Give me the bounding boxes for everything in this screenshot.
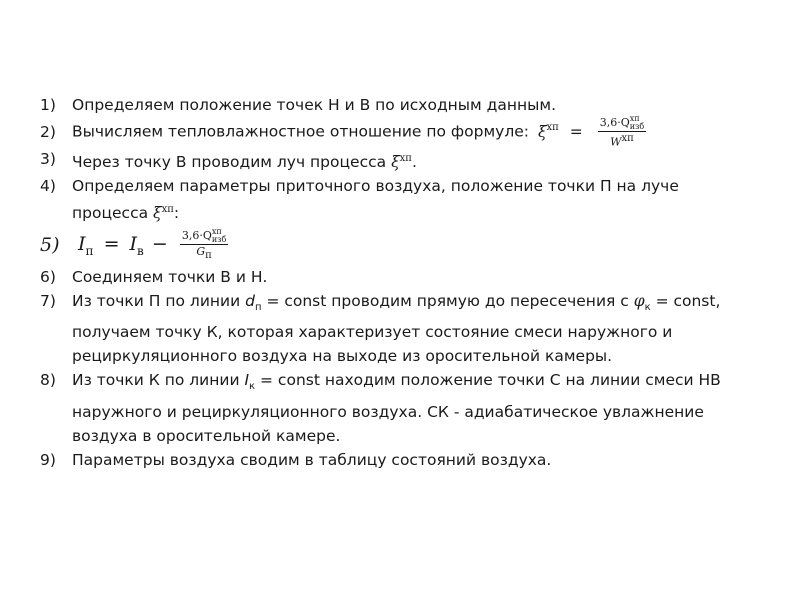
item-text: Параметры воздуха сводим в таблицу состояний воздуха.: [72, 450, 552, 469]
fraction: [180, 228, 229, 262]
subscript: к: [644, 302, 651, 314]
numerator-scripts: [630, 115, 645, 131]
denominator-sub: п: [205, 250, 212, 262]
item-line: получаем точку К, которая характеризует состояние смеси наружного и: [72, 323, 673, 342]
item-text: [72, 289, 780, 368]
phi-symbol: φ: [633, 292, 645, 311]
numerator-text: 3,6·Q: [599, 116, 630, 130]
item-number: 5): [40, 234, 60, 257]
xi-symbol: ξ: [391, 153, 400, 172]
item-text: [72, 368, 780, 447]
list-item: [40, 225, 780, 265]
item-number: 8): [40, 371, 56, 390]
list-item: [40, 265, 780, 289]
fraction-denominator: [194, 245, 213, 262]
item-text-part: Из точки П по линии: [72, 292, 246, 311]
list-item: [40, 93, 780, 117]
item-text: [72, 174, 780, 225]
numerator-sup: хп: [629, 114, 640, 124]
xi-symbol: ξ: [153, 204, 162, 223]
denominator-text: W: [610, 135, 622, 149]
item-text-part: = const,: [650, 292, 721, 311]
item-number: 2): [40, 123, 56, 141]
item-text: [72, 147, 780, 174]
list-item: [40, 368, 780, 447]
item-text-part: процесса: [72, 204, 149, 223]
subscript: в: [137, 243, 144, 258]
subscript: к: [249, 381, 256, 393]
item-text: [72, 115, 780, 149]
minus-sign: −: [151, 232, 168, 255]
superscript: хп: [546, 122, 559, 134]
item-line: воздуха в оросительной камере.: [72, 426, 341, 445]
list-item: [40, 448, 780, 472]
equals-sign: =: [569, 122, 583, 141]
item-text-part: Вычисляем тепловлажностное отношение по формуле:: [72, 122, 530, 141]
item-number: 6): [40, 268, 56, 287]
fraction-numerator: [180, 228, 229, 244]
subscript: п: [254, 302, 262, 314]
item-line: [72, 289, 780, 320]
item-line: [72, 198, 780, 225]
item-tail: .: [411, 153, 417, 172]
superscript: хп: [161, 204, 174, 216]
enthalpy-symbol: I: [129, 232, 138, 255]
list-item: [40, 289, 780, 368]
xi-symbol: ξ: [537, 122, 547, 141]
enthalpy-symbol: I: [78, 232, 86, 255]
numerator-text: 3,6·Q: [181, 228, 212, 242]
numerator-sup: хп: [211, 226, 222, 236]
item-line: наружного и рециркуляционного воздуха. СК - адиабатическое увлажнение: [72, 402, 704, 421]
item-text-part: = const проводим прямую до пересечения с: [261, 292, 634, 311]
item-number: 3): [40, 150, 56, 168]
item-number: 9): [40, 450, 56, 469]
item-line: Определяем параметры приточного воздуха, положение точки П на луче: [72, 177, 679, 196]
enthalpy-symbol: I: [244, 371, 250, 390]
humidity-symbol: d: [245, 292, 255, 311]
equals-sign: =: [103, 232, 120, 255]
item-text-part: = const находим положение точки С на линии смеси НВ: [255, 371, 721, 390]
list-item: [40, 174, 780, 225]
list-item: [40, 114, 780, 149]
numerator-sub: изб: [211, 234, 227, 244]
item-number: 1): [40, 96, 56, 114]
item-line: рециркуляционного воздуха на выходе из оросительной камеры.: [72, 347, 613, 366]
item-text-part: Через точку В проводим луч процесса: [72, 153, 387, 172]
fraction-numerator: [598, 115, 647, 131]
item-line: [72, 368, 780, 399]
numbered-list: [40, 93, 780, 472]
fraction: [598, 115, 647, 149]
superscript: хп: [399, 153, 412, 164]
denominator-text: G: [196, 244, 206, 258]
item-number: 7): [40, 292, 56, 311]
list-item: [40, 147, 780, 174]
item-number: 4): [40, 177, 56, 196]
denominator-sup: хп: [621, 133, 634, 145]
numerator-sub: изб: [629, 122, 645, 132]
item-text-part: Из точки К по линии: [72, 371, 245, 390]
item-text: Соединяем точки В и Н.: [72, 268, 268, 287]
item-text: Определяем положение точек Н и В по исходным данным.: [72, 96, 557, 114]
item-tail: :: [173, 204, 180, 223]
formula: [72, 228, 780, 263]
numerator-scripts: [212, 228, 227, 244]
subscript: п: [85, 243, 94, 258]
